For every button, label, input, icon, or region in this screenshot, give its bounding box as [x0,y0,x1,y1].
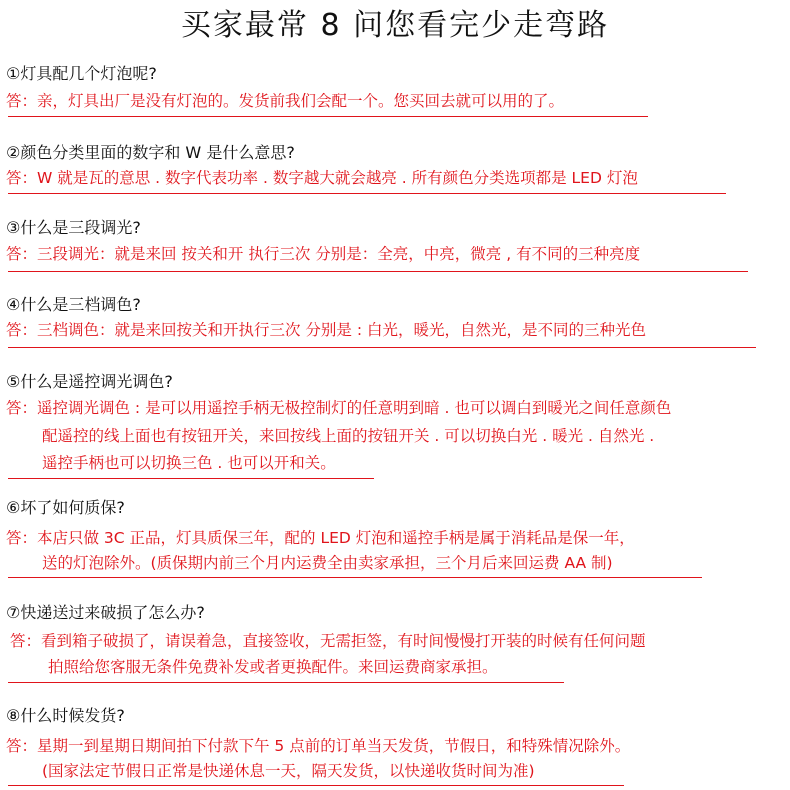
answer-7-underline [8,682,564,683]
question-4: ④什么是三档调色? [6,295,141,314]
answer-4-underline [8,347,756,348]
question-3: ③什么是三段调光? [6,218,141,237]
question-2: ②颜色分类里面的数字和 W 是什么意思? [6,143,295,162]
answer-6-line-2: 送的灯泡除外。(质保期内前三个月内运费全由卖家承担，三个月后来回运费 AA 制) [42,554,613,572]
question-7: ⑦快递送过来破损了怎么办? [6,603,205,622]
answer-1-underline [8,116,648,117]
answer-3-underline [8,271,748,272]
answer-5-line-3: 遥控手柄也可以切换三色 . 也可以开和关。 [42,454,336,472]
answer-5-underline [8,478,374,479]
answer-3-line-1: 答：三段调光：就是来回 按关和开 执行三次 分别是：全亮，中亮，微亮 , 有不同的三种亮度 [6,245,641,263]
answer-1-line-1: 答：亲，灯具出厂是没有灯泡的。发货前我们会配一个。您买回去就可以用的了。 [6,92,565,110]
answer-6-underline [8,577,702,578]
question-8: ⑧什么时候发货? [6,706,125,725]
answer-6-line-1: 答：本店只做 3C 正品，灯具质保三年，配的 LED 灯泡和遥控手柄是属于消耗品是保一年， [6,529,635,547]
answer-2-underline [8,193,726,194]
answer-5-line-1: 答：遥控调光调色 : 是可以用遥控手柄无极控制灯的任意明到暗 . 也可以调白到暖光之间任意颜色 [6,399,672,417]
answer-7-line-1: 答：看到箱子破损了，请误着急，直接签收，无需拒签，有时间慢慢打开装的时候有任何问题 [10,632,646,650]
answer-7-line-2: 拍照给您客服无条件免费补发或者更换配件。来回运费商家承担。 [48,658,498,676]
question-6: ⑥坏了如何质保? [6,498,125,517]
answer-5-line-2: 配遥控的线上面也有按钮开关，来回按线上面的按钮开关 . 可以切换白光 . 暖光 . 自然光 . [42,427,655,445]
answer-8-line-1: 答：星期一到星期日期间拍下付款下午 5 点前的订单当天发货，节假日，和特殊情况除外。 [6,737,631,755]
answer-4-line-1: 答：三档调色：就是来回按关和开执行三次 分别是 : 白光，暖光，自然光，是不同的三种光色 [6,321,647,339]
answer-2-line-1: 答：W 就是瓦的意思 . 数字代表功率 . 数字越大就会越亮 . 所有颜色分类选项都是 LED 灯泡 [6,169,638,187]
answer-8-line-2: (国家法定节假日正常是快递休息一天，隔天发货，以快递收货时间为准) [42,762,535,780]
page-title: 买家最常 8 问您看完少走弯路 [180,8,610,43]
question-5: ⑤什么是遥控调光调色? [6,372,173,391]
question-1: ①灯具配几个灯泡呢? [6,64,157,83]
answer-8-underline [8,785,624,786]
